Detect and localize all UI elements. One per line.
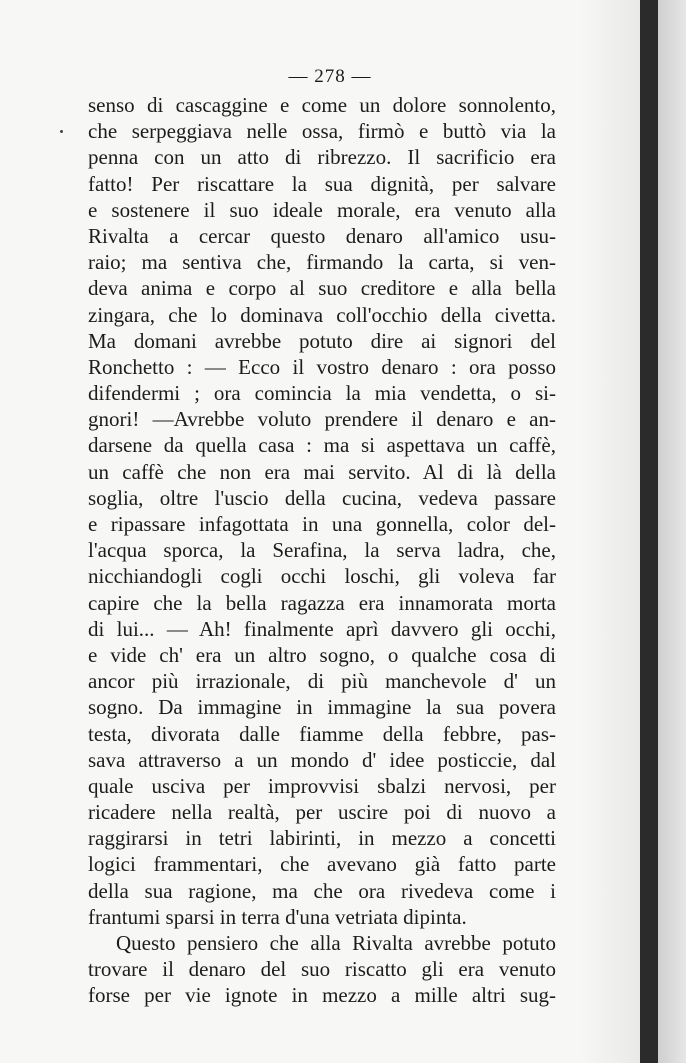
text-line: logici frammentari, che avevano già fatto parte	[88, 852, 556, 877]
text-line: di lui... — Ah! finalmente aprì davvero gli occhi,	[88, 616, 556, 641]
body-text	[88, 92, 556, 1009]
text-line: darsene da quella casa : ma si aspettava un caffè,	[88, 433, 556, 458]
text-line: ricadere nella realtà, per uscire poi di nuovo a	[88, 800, 556, 825]
text-line: sava attraverso a un mondo d' idee posticcie, dal	[88, 747, 556, 772]
text-line: trovare il denaro del suo riscatto gli era venuto	[88, 957, 556, 982]
text-line: sogno. Da immagine in immagine la sua povera	[88, 695, 556, 720]
text-line: Ma domani avrebbe potuto dire ai signori del	[88, 328, 556, 353]
scan-margin	[658, 0, 686, 1063]
text-line: gnori! —Avrebbe voluto prendere il denaro e an-	[88, 407, 556, 432]
text-line: della sua ragione, ma che ora rivedeva come i	[88, 878, 556, 903]
text-line: e ripassare infagottata in una gonnella, color del-	[88, 512, 556, 536]
text-line: che serpeggiava nelle ossa, firmò e buttò via la	[88, 119, 556, 144]
text-line: Ronchetto : — Ecco il vostro denaro : ora posso	[88, 354, 556, 379]
text-line: testa, divorata dalle fiamme della febbre, pas-	[88, 721, 556, 746]
text-line: penna con un atto di ribrezzo. Il sacrificio era	[88, 145, 556, 170]
text-line: Rivalta a cercar questo denaro all'amico usu-	[88, 223, 556, 248]
text-line: zingara, che lo dominava coll'occhio della civetta.	[88, 302, 556, 327]
text-line: raggirarsi in tetri labirinti, in mezzo a concetti	[88, 826, 556, 851]
text-line: senso di cascaggine e come un dolore sonnolento,	[88, 93, 556, 117]
text-line: nicchiandogli cogli occhi loschi, gli voleva far	[88, 564, 556, 589]
ink-speck	[60, 130, 63, 133]
text-line: Questo pensiero che alla Rivalta avrebbe potuto	[116, 931, 556, 955]
book-spine-shadow	[640, 0, 658, 1063]
text-line: fatto! Per riscattare la sua dignità, per salvare	[88, 171, 556, 196]
text-line: ancor più irrazionale, di più manchevole d' un	[88, 669, 556, 694]
text-line: difendermi ; ora comincia la mia vendetta, o si-	[88, 381, 556, 406]
page-number: — 278 —	[288, 66, 372, 87]
text-line: quale usciva per improvvisi sbalzi nervosi, per	[88, 773, 556, 798]
text-line: raio; ma sentiva che, firmando la carta, si ven-	[88, 250, 556, 275]
text-line: l'acqua sporca, la Serafina, la serva ladra, che,	[88, 538, 556, 563]
text-line: deva anima e corpo al suo creditore e alla bella	[88, 276, 556, 301]
text-line: capire che la bella ragazza era innamorata morta	[88, 590, 556, 615]
text-line: soglia, oltre l'uscio della cucina, vedeva passare	[88, 485, 556, 510]
text-line: frantumi sparsi in terra d'una vetriata dipinta.	[88, 904, 467, 929]
text-line: e sostenere il suo ideale morale, era venuto alla	[88, 197, 556, 222]
text-line: e vide ch' era un altro sogno, o qualche cosa di	[88, 642, 556, 667]
text-line: forse per vie ignote in mezzo a mille altri sug-	[88, 983, 556, 1008]
text-line: un caffè che non era mai servito. Al di là della	[88, 459, 556, 484]
